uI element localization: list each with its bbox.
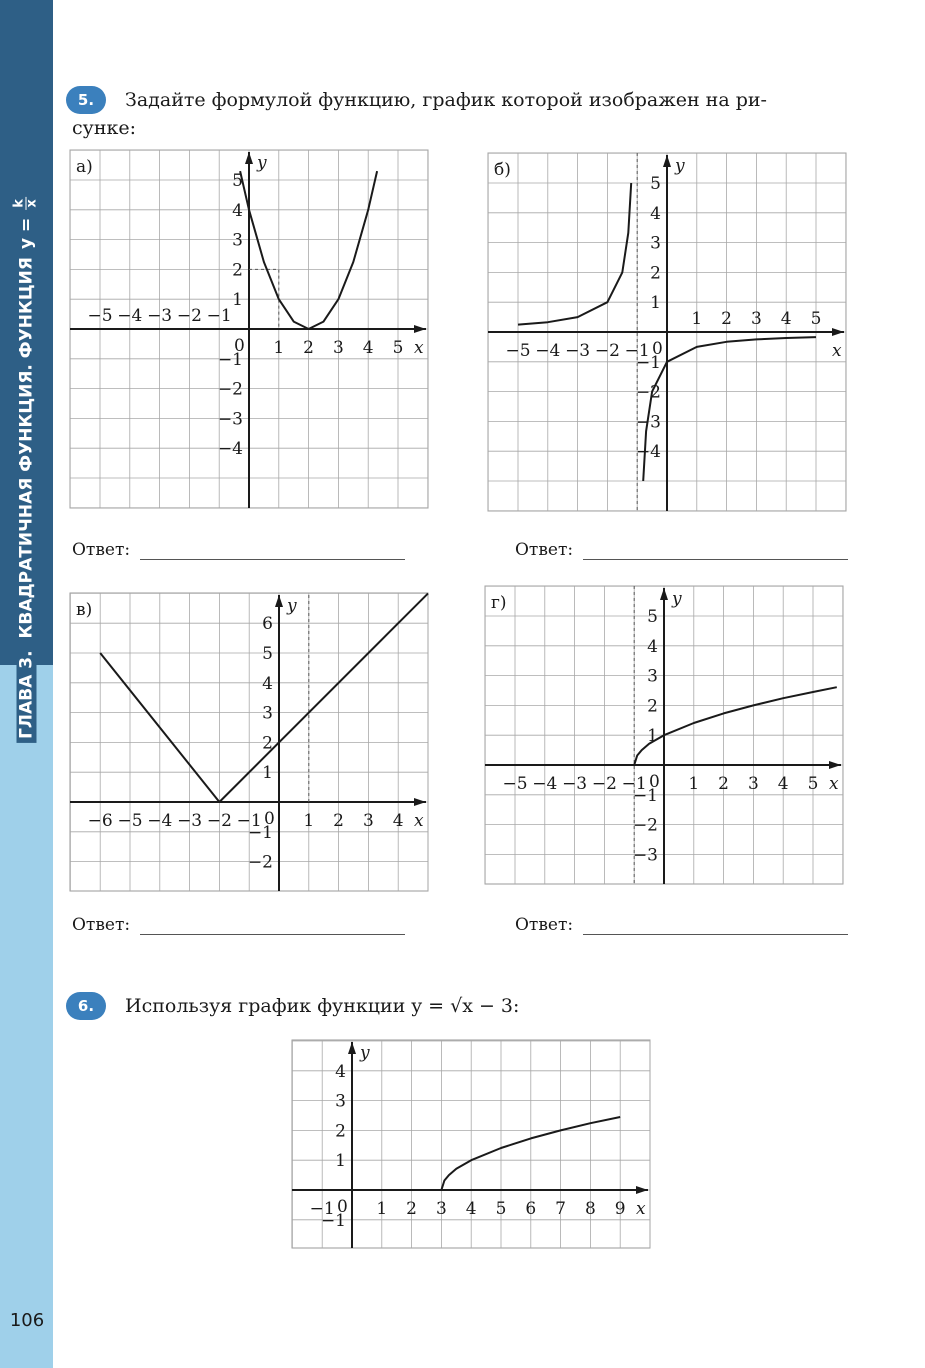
x-tick-label: 1 — [691, 309, 703, 329]
task-6-text: Используя график функции y = √x − 3: — [125, 995, 520, 1017]
x-tick-label: −1 — [309, 1199, 335, 1219]
x-tick-label: 4 — [465, 1199, 477, 1219]
answer-a — [72, 540, 405, 560]
x-tick-label: 5 — [495, 1199, 507, 1219]
y-axis-label: y — [257, 153, 267, 173]
x-tick-label: 3 — [362, 811, 374, 831]
chapter-title-vertical — [11, 197, 40, 743]
x-tick-label: 2 — [333, 811, 345, 831]
origin-label: 0 — [649, 772, 660, 792]
y-tick-label: 4 — [650, 203, 661, 224]
x-tick-label: 1 — [273, 338, 285, 358]
y-tick-label: −2 — [635, 382, 661, 403]
answer-g — [515, 915, 848, 935]
chapter-formula-lhs: y = — [16, 217, 36, 249]
x-tick-label: 2 — [303, 338, 315, 358]
x-axis-label: x — [832, 341, 842, 361]
answer-a-line[interactable] — [140, 542, 405, 560]
x-axis-label: x — [414, 338, 424, 358]
chapter-formula-fraction — [11, 197, 40, 210]
y-tick-label: 5 — [262, 644, 273, 664]
task-5-badge: 5. — [66, 86, 106, 114]
task-5-text-line1: Задайте формулой функцию, график которой изображен на ри- — [125, 89, 767, 111]
y-tick-label: −1 — [632, 785, 658, 806]
y-tick-label: 2 — [335, 1121, 346, 1142]
x-tick-label: 6 — [525, 1199, 537, 1219]
x-tick-label: −4 — [117, 306, 143, 326]
answer-b-line[interactable] — [583, 542, 848, 560]
y-tick-label: 1 — [232, 290, 243, 311]
y-tick-label: 5 — [647, 607, 658, 627]
x-tick-label: −3 — [565, 341, 591, 361]
y-axis-label: y — [360, 1043, 370, 1063]
y-tick-label: 2 — [232, 260, 243, 281]
y-tick-label: 4 — [232, 200, 243, 221]
y-tick-label: −4 — [635, 442, 661, 463]
y-tick-label: 3 — [335, 1091, 346, 1112]
x-tick-label: −5 — [117, 811, 143, 831]
x-axis-label: x — [829, 774, 839, 794]
answer-v — [72, 915, 405, 935]
y-tick-label: −1 — [635, 352, 661, 373]
chart-b — [488, 153, 846, 511]
y-tick-label: 4 — [647, 636, 658, 657]
x-tick-label: −3 — [177, 811, 203, 831]
x-tick-label: −3 — [562, 774, 588, 794]
page-number: 106 — [9, 1310, 45, 1331]
y-tick-label: −2 — [217, 379, 243, 400]
y-tick-label: −3 — [217, 409, 243, 430]
y-axis-label: y — [672, 589, 682, 609]
x-tick-label: 9 — [614, 1199, 626, 1219]
y-tick-label: 6 — [262, 614, 273, 635]
x-tick-label: −1 — [624, 341, 650, 361]
x-tick-label: −2 — [206, 811, 232, 831]
y-tick-label: 3 — [647, 666, 658, 687]
x-tick-label: 5 — [392, 338, 404, 358]
x-tick-label: 3 — [747, 774, 759, 794]
origin-label: 0 — [652, 339, 663, 359]
origin-label: 0 — [234, 336, 245, 356]
y-tick-label: 1 — [262, 763, 273, 784]
y-tick-label: −4 — [217, 439, 243, 460]
chart-a — [70, 150, 428, 508]
answer-v-label: Ответ: — [72, 915, 131, 935]
y-axis-label: y — [287, 596, 297, 616]
y-tick-label: 2 — [262, 733, 273, 754]
origin-label: 0 — [264, 809, 275, 829]
y-tick-label: 3 — [650, 233, 661, 254]
x-tick-label: 2 — [721, 309, 733, 329]
x-tick-label: 3 — [750, 309, 762, 329]
y-tick-label: −1 — [217, 349, 243, 370]
x-tick-label: −2 — [176, 306, 202, 326]
x-tick-label: −1 — [206, 306, 232, 326]
x-tick-label: 4 — [780, 309, 792, 329]
x-tick-label: −4 — [535, 341, 561, 361]
answer-g-label: Ответ: — [515, 915, 574, 935]
x-tick-label: −3 — [147, 306, 173, 326]
origin-label: 0 — [337, 1197, 348, 1217]
x-tick-label: 2 — [406, 1199, 418, 1219]
y-tick-label: 3 — [262, 703, 273, 724]
y-axis-label: y — [675, 156, 685, 176]
chart-s — [292, 1040, 650, 1248]
panel-label: г) — [491, 593, 507, 613]
x-tick-label: 4 — [362, 338, 374, 358]
panel-label: а) — [76, 157, 93, 177]
answer-v-line[interactable] — [140, 917, 405, 935]
y-tick-label: −2 — [632, 815, 658, 836]
answer-b-label: Ответ: — [515, 540, 574, 560]
x-tick-label: −2 — [591, 774, 617, 794]
chapter-title: КВАДРАТИЧНАЯ ФУНКЦИЯ. ФУНКЦИЯ — [16, 257, 36, 639]
panel-label: б) — [494, 160, 511, 180]
x-tick-label: −5 — [502, 774, 528, 794]
x-tick-label: 8 — [584, 1199, 596, 1219]
y-tick-label: 2 — [647, 696, 658, 717]
task-5-text-line2: сунке: — [72, 117, 137, 139]
task-6-badge: 6. — [66, 992, 106, 1020]
chart-g — [485, 586, 843, 884]
x-tick-label: 1 — [303, 811, 315, 831]
y-tick-label: −3 — [635, 412, 661, 433]
formula-denominator: x — [24, 199, 40, 208]
panel-label: в) — [76, 600, 93, 620]
y-tick-label: −1 — [320, 1210, 346, 1231]
y-tick-label: 2 — [650, 263, 661, 284]
chapter-number: ГЛАВА 3. — [16, 646, 36, 742]
x-tick-label: 3 — [435, 1199, 447, 1219]
x-tick-label: −2 — [594, 341, 620, 361]
x-tick-label: 3 — [332, 338, 344, 358]
x-tick-label: −5 — [505, 341, 531, 361]
x-tick-label: 1 — [376, 1199, 388, 1219]
x-tick-label: −4 — [532, 774, 558, 794]
x-tick-label: 5 — [810, 309, 822, 329]
y-tick-label: −3 — [632, 845, 658, 866]
x-tick-label: −6 — [87, 811, 113, 831]
answer-b — [515, 540, 848, 560]
y-tick-label: 3 — [232, 230, 243, 251]
x-tick-label: −5 — [87, 306, 113, 326]
x-tick-label: 4 — [777, 774, 789, 794]
formula-numerator: k — [11, 199, 27, 208]
x-tick-label: −1 — [621, 774, 647, 794]
x-tick-label: −4 — [147, 811, 173, 831]
y-tick-label: −2 — [247, 852, 273, 873]
y-tick-label: −1 — [247, 822, 273, 843]
x-axis-label: x — [636, 1199, 646, 1219]
y-tick-label: 4 — [262, 673, 273, 694]
x-tick-label: 2 — [718, 774, 730, 794]
chart-v — [70, 593, 428, 891]
y-tick-label: 1 — [647, 726, 658, 747]
y-tick-label: 5 — [650, 174, 661, 194]
y-tick-label: 5 — [232, 171, 243, 191]
x-tick-label: 4 — [392, 811, 404, 831]
x-tick-label: 7 — [555, 1199, 567, 1219]
x-tick-label: 1 — [688, 774, 700, 794]
y-tick-label: 1 — [335, 1151, 346, 1172]
y-tick-label: 1 — [650, 293, 661, 314]
answer-a-label: Ответ: — [72, 540, 131, 560]
x-tick-label: 5 — [807, 774, 819, 794]
x-axis-label: x — [414, 811, 424, 831]
y-tick-label: 4 — [335, 1061, 346, 1082]
x-tick-label: −1 — [236, 811, 262, 831]
answer-g-line[interactable] — [583, 917, 848, 935]
